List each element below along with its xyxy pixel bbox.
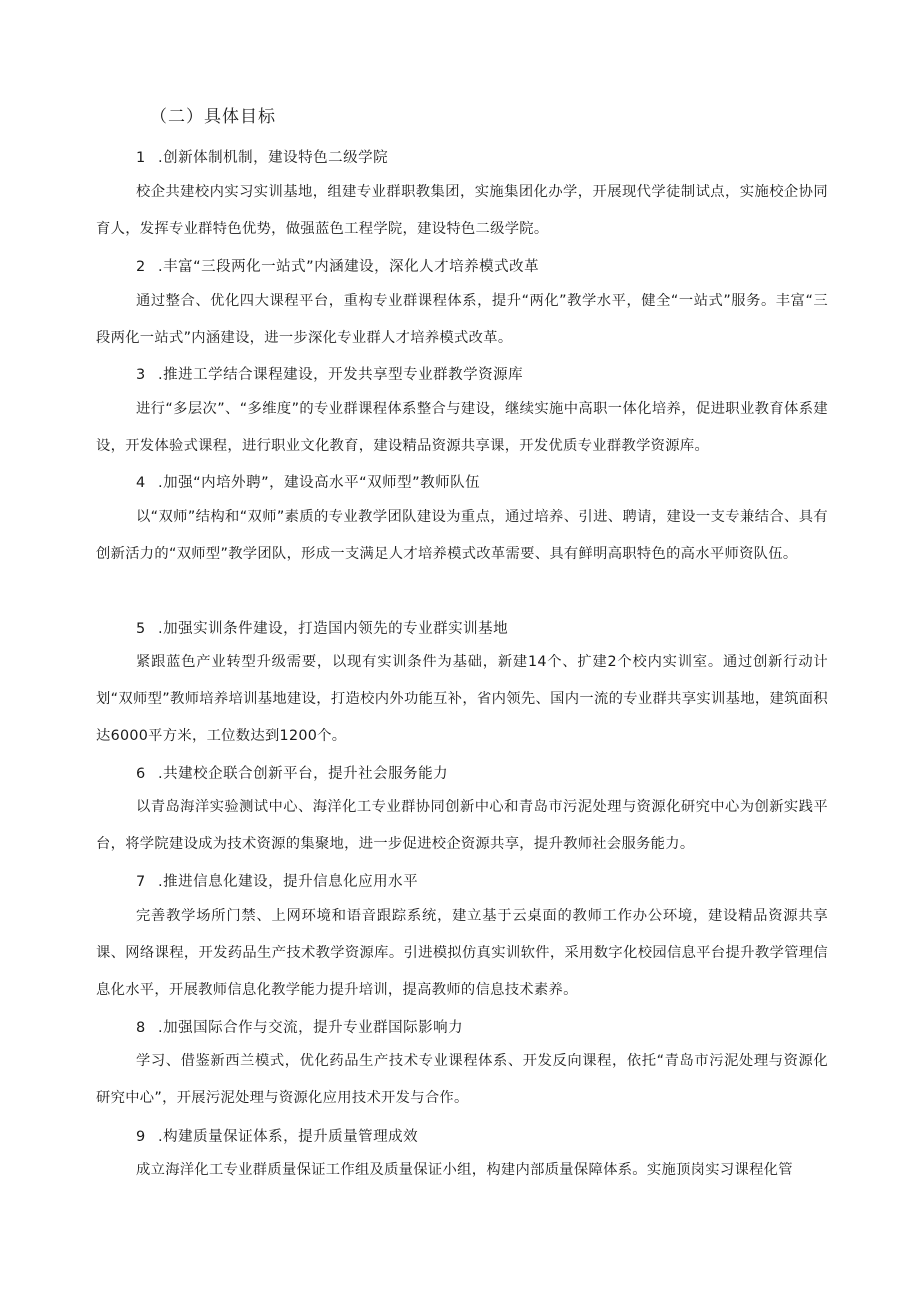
item-title-text: .推进信息化建设，提升信息化应用水平: [158, 874, 419, 890]
item-body-8: 学习、借鉴新西兰模式，优化药品生产技术专业课程体系、开发反向课程，依托“青岛市污泥处理与资源化研究中心”，开展污泥处理与资源化应用技术开发与合作。: [96, 1053, 828, 1106]
item-number: 3: [136, 367, 146, 383]
section-title: （二）具体目标: [150, 107, 276, 127]
item-title-text: .创新体制机制，建设特色二级学院: [158, 150, 389, 166]
item-body-6: 以青岛海洋实验测试中心、海洋化工专业群协同创新中心和青岛市污泥处理与资源化研究中心为创新实践平台，将学院建设成为技术资源的集聚地，进一步促进校企资源共享，提升教师社会服务能力。: [96, 799, 828, 852]
item-number: 2: [136, 259, 146, 275]
item-title-1: [136, 146, 388, 167]
item-body-5: 紧跟蓝色产业转型升级需要，以现有实训条件为基础，新建14个、扩建2个校内实训室。通过创新行动计划“双师型”教师培养培训基地建设，打造校内外功能互补，省内领先、国内一流的专业群共享实训基地，建筑面积达6000平方米，工位数达到1200个。: [96, 654, 828, 744]
item-title-text: .加强实训条件建设，打造国内领先的专业群实训基地: [158, 621, 509, 637]
item-title-4: [136, 471, 480, 492]
item-body-4: 以“双师”结构和“双师”素质的专业教学团队建设为重点，通过培养、引进、聘请，建设一支专兼结合、具有创新活力的“双师型”教学团队，形成一支满足人才培养模式改革需要、具有鲜明高职特色的高水平师资队伍。: [96, 509, 828, 562]
item-title-5: [136, 617, 508, 638]
item-title-text: .构建质量保证体系，提升质量管理成效: [158, 1129, 419, 1145]
item-number: 7: [136, 874, 146, 890]
item-title-8: [136, 1016, 463, 1037]
item-title-text: .推进工学结合课程建设，开发共享型专业群教学资源库: [158, 367, 524, 383]
item-title-text: .丰富“三段两化一站式”内涵建设，深化人才培养模式改革: [158, 259, 540, 275]
item-body-2: 通过整合、优化四大课程平台，重构专业群课程体系，提升“两化”教学水平，健全“一站式”服务。丰富“三段两化一站式”内涵建设，进一步深化专业群人才培养模式改革。: [96, 293, 828, 346]
item-title-text: .共建校企联合创新平台，提升社会服务能力: [158, 766, 449, 782]
item-body-7: 完善教学场所门禁、上网环境和语音跟踪系统，建立基于云桌面的教师工作办公环境，建设精品资源共享课、网络课程，开发药品生产技术教学资源库。引进模拟仿真实训软件，采用数字化校园信息平台提升教学管理信息化水平，开展教师信息化教学能力提升培训，提高教师的信息技术素养。: [96, 908, 828, 998]
item-title-7: [136, 870, 418, 891]
item-number: 4: [136, 475, 146, 491]
item-title-6: [136, 762, 448, 783]
item-title-9: [136, 1125, 418, 1146]
item-title-2: [136, 255, 539, 276]
item-number: 5: [136, 621, 146, 637]
item-title-text: .加强“内培外聘”，建设高水平“双师型”教师队伍: [158, 475, 481, 491]
item-number: 9: [136, 1129, 146, 1145]
item-title-3: [136, 363, 523, 384]
item-number: 1: [136, 150, 146, 166]
item-body-9: 成立海洋化工专业群质量保证工作组及质量保证小组，构建内部质量保障体系。实施顶岗实习课程化管: [136, 1162, 793, 1178]
item-number: 6: [136, 766, 146, 782]
item-body-1: 校企共建校内实习实训基地，组建专业群职教集团，实施集团化办学，开展现代学徒制试点，实施校企协同育人，发挥专业群特色优势，做强蓝色工程学院，建设特色二级学院。: [96, 184, 828, 237]
item-number: 8: [136, 1020, 146, 1036]
item-body-3: 进行“多层次”、“多维度”的专业群课程体系整合与建设，继续实施中高职一体化培养，促进职业教育体系建设，开发体验式课程，进行职业文化教育，建设精品资源共享课，开发优质专业群教学资源库。: [96, 401, 828, 454]
item-title-text: .加强国际合作与交流，提升专业群国际影响力: [158, 1020, 464, 1036]
